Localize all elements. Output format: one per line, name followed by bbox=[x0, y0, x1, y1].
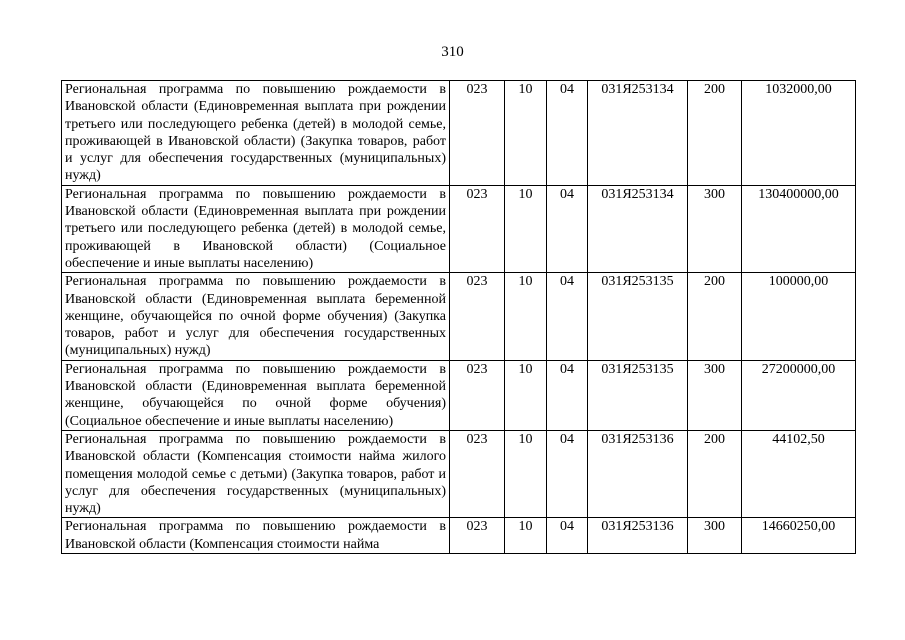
subsection-code: 04 bbox=[547, 81, 588, 186]
target-article-code: 031Я253136 bbox=[588, 430, 688, 517]
target-article-code: 031Я253134 bbox=[588, 185, 688, 272]
ministry-code: 023 bbox=[450, 518, 505, 554]
table-row bbox=[62, 430, 856, 517]
target-article-code: 031Я253136 bbox=[588, 518, 688, 554]
section-code: 10 bbox=[505, 81, 547, 186]
section-code: 10 bbox=[505, 430, 547, 517]
expense-type-code: 300 bbox=[688, 185, 742, 272]
section-code: 10 bbox=[505, 273, 547, 360]
amount: 130400000,00 bbox=[742, 185, 856, 272]
subsection-code: 04 bbox=[547, 360, 588, 430]
ministry-code: 023 bbox=[450, 273, 505, 360]
subsection-code: 04 bbox=[547, 430, 588, 517]
subsection-code: 04 bbox=[547, 273, 588, 360]
section-code: 10 bbox=[505, 518, 547, 554]
ministry-code: 023 bbox=[450, 81, 505, 186]
row-description: Региональная программа по повышению рождаемости в Ивановской области (Компенсация стоимости найма жилого помещения молодой семье с детьми) (Закупка товаров, работ и услуг для обеспечения государственных (муниципальных) нужд) bbox=[62, 430, 450, 517]
ministry-code: 023 bbox=[450, 430, 505, 517]
subsection-code: 04 bbox=[547, 185, 588, 272]
expense-type-code: 200 bbox=[688, 273, 742, 360]
expense-type-code: 300 bbox=[688, 518, 742, 554]
table-row bbox=[62, 185, 856, 272]
amount: 1032000,00 bbox=[742, 81, 856, 186]
ministry-code: 023 bbox=[450, 185, 505, 272]
ministry-code: 023 bbox=[450, 360, 505, 430]
row-description: Региональная программа по повышению рождаемости в Ивановской области (Единовременная выплата беременной женщине, обучающейся по очной форме обучения) (Социальное обеспечение и иные выплаты населению) bbox=[62, 360, 450, 430]
row-description: Региональная программа по повышению рождаемости в Ивановской области (Компенсация стоимости найма bbox=[62, 518, 450, 554]
target-article-code: 031Я253135 bbox=[588, 360, 688, 430]
table-row bbox=[62, 360, 856, 430]
target-article-code: 031Я253135 bbox=[588, 273, 688, 360]
row-description: Региональная программа по повышению рождаемости в Ивановской области (Единовременная выплата при рождении третьего или последующего ребенка (детей) в молодой семье, проживающей в Ивановской области) (Закупка товаров, работ и услуг для обеспечения государственных (муниципальных) нужд) bbox=[62, 81, 450, 186]
table-row bbox=[62, 273, 856, 360]
page-number: 310 bbox=[441, 44, 464, 60]
subsection-code: 04 bbox=[547, 518, 588, 554]
expense-type-code: 200 bbox=[688, 81, 742, 186]
expense-type-code: 200 bbox=[688, 430, 742, 517]
amount: 27200000,00 bbox=[742, 360, 856, 430]
amount: 14660250,00 bbox=[742, 518, 856, 554]
table-row bbox=[62, 81, 856, 186]
expense-type-code: 300 bbox=[688, 360, 742, 430]
section-code: 10 bbox=[505, 360, 547, 430]
budget-table bbox=[61, 80, 856, 554]
row-description: Региональная программа по повышению рождаемости в Ивановской области (Единовременная выплата беременной женщине, обучающейся по очной форме обучения) (Закупка товаров, работ и услуг для обеспечения государственных (муниципальных) нужд) bbox=[62, 273, 450, 360]
amount: 100000,00 bbox=[742, 273, 856, 360]
section-code: 10 bbox=[505, 185, 547, 272]
amount: 44102,50 bbox=[742, 430, 856, 517]
target-article-code: 031Я253134 bbox=[588, 81, 688, 186]
table-row bbox=[62, 518, 856, 554]
row-description: Региональная программа по повышению рождаемости в Ивановской области (Единовременная выплата при рождении третьего или последующего ребенка (детей) в молодой семье, проживающей в Ивановской области) (Социальное обеспечение и иные выплаты населению) bbox=[62, 185, 450, 272]
